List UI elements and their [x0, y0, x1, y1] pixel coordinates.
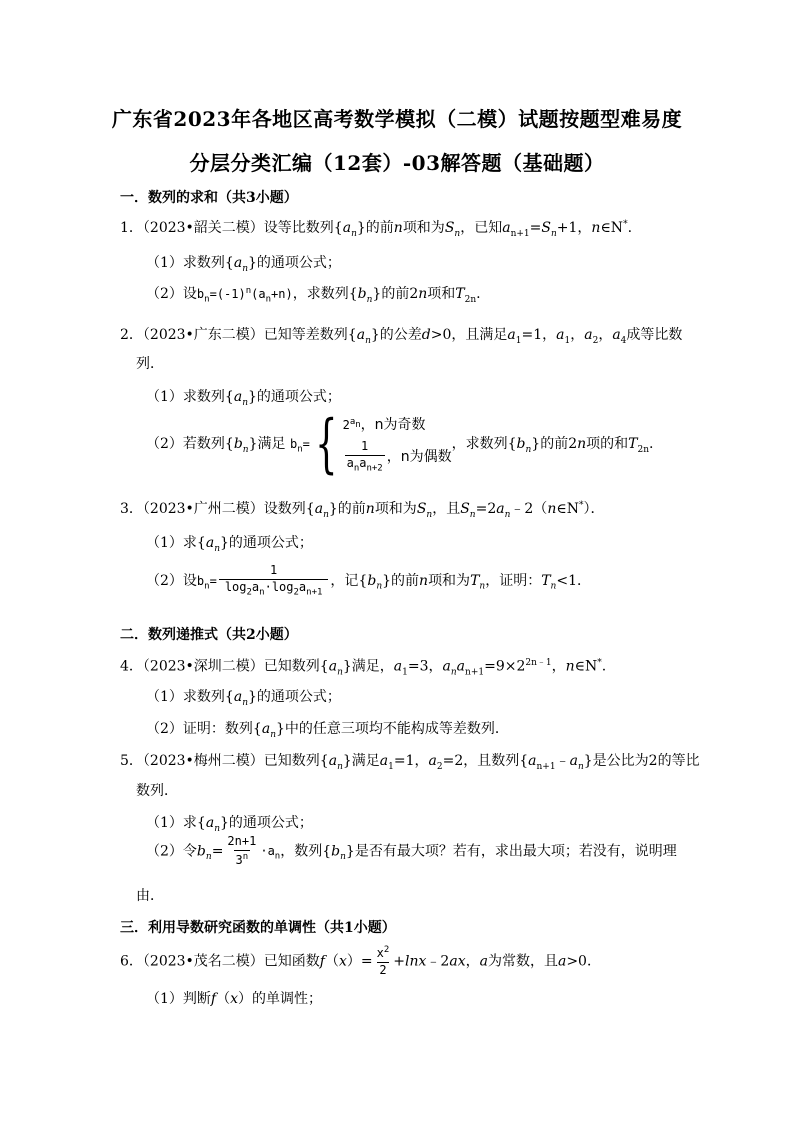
problem-3-part-1: （1）求$\{a_n\}$的通项公式； [146, 535, 313, 554]
problem-2-stem-cont: 列． [136, 356, 164, 372]
problem-6-part-1: （1）判断f（x）的单调性； [146, 991, 323, 1007]
problem-5-fraction: $\frac{2n+1}{3^n}$ [227, 834, 257, 867]
problem-2-stem: 2．（2023•广东二模）已知等差数列$\{a_n\}$的公差d>0，且满足$a_1=1$，$a_1$，$a_2$，$a_4$成等比数 [120, 327, 683, 346]
problem-4-part-2: （2）证明：数列$\{a_n\}$中的任意三项均不能构成等差数列． [146, 721, 509, 740]
problem-1-part-1: （1）求数列$\{a_n\}$的通项公式； [146, 255, 341, 274]
document-title-line-2: 分层分类汇编（12套）-03解答题（基础题） [189, 151, 605, 175]
problem-5-part-1: （1）求$\{a_n\}$的通项公式； [146, 815, 313, 834]
problem-5-stem-cont: 数列． [136, 783, 178, 799]
section-heading-3: 三．利用导数研究函数的单调性（共1小题） [120, 920, 396, 936]
problem-3-fraction: $\frac{1}{\log_2a_n\cdot\log_2a_{n+1}}$ [219, 564, 329, 598]
problem-1-part-2: （2）设$b_n=(-1)^n(a_n+n)$，求数列$\{b_n\}$的前2n项和$T_{2n}$. [146, 286, 481, 305]
problem-1-stem: 1．（2023•韶关二模）设等比数列$\{a_n\}$的前n项和为$S_n$，已知$a_{n+1}=S_n+1$，n∈N*. [120, 219, 633, 239]
piecewise-brace: { [315, 407, 338, 481]
problem-4-part-1: （1）求数列$\{a_n\}$的通项公式； [146, 689, 341, 708]
problem-5-part-2: （2）令$b_n=$ $\frac{2n+1}{3^n}$ $\cdot a_n$，数列$\{b_n\}$是否有最大项？若有，求出最大项；若没有，说明理 [146, 834, 677, 867]
problem-3-part-2: （2）设$b_n=$ $\frac{1}{\log_2a_n\cdot\log_2a_{n+1}}$ ，记$\{b_n\}$的前n项和为$T_n$，证明：$T_n<1$． [146, 563, 591, 598]
problem-2-part-1: （1）求数列$\{a_n\}$的通项公式； [146, 389, 341, 408]
section-heading-1: 一．数列的求和（共3小题） [120, 190, 298, 206]
problem-5-stem: 5．（2023•梅州二模）已知数列$\{a_n\}$满足$a_1=1$，$a_2=2$，且数列$\{a_{n+1}﹣a_n\}$是公比为2的等比 [120, 753, 700, 772]
problem-3-stem: 3．（2023•广州二模）设数列$\{a_n\}$的前n项和为$S_n$，且$S_n=2a_n﹣2(n\in N^*)$． [120, 500, 605, 520]
problem-2-part-2: （2）若数列$\{b_n\}$满足 $b_n=${ $2^{a_n}$，n为奇数 $\frac{1}{a_na_{n+2}}$ ，n为偶数 ，求数列$\{b_n\}$的前2n项的和$T_{2n}$. [146, 407, 654, 481]
problem-6-fraction: $\frac{x^2}{2}$ [376, 945, 390, 977]
document-title-line-1: 广东省2023年各地区高考数学模拟（二模）试题按题型难易度 [111, 107, 683, 131]
section-heading-2: 二．数列递推式（共2小题） [120, 627, 298, 643]
problem-4-stem: 4．（2023•深圳二模）已知数列$\{a_n\}$满足，$a_1=3$，$a_na_{n+1}=9\times 2^{2n﹣1}$，n∈N*. [120, 658, 607, 678]
problem-6-stem: 6．（2023•茂名二模）已知函数f（x）= $\frac{x^2}{2}$ +lnx﹣2ax，a为常数，且a>0． [120, 945, 601, 977]
problem-5-part-2-cont: 由． [136, 888, 164, 904]
piecewise-cases: $2^{a_n}$，n为奇数 $\frac{1}{a_na_{n+2}}$ ，n为偶数 [342, 417, 452, 474]
